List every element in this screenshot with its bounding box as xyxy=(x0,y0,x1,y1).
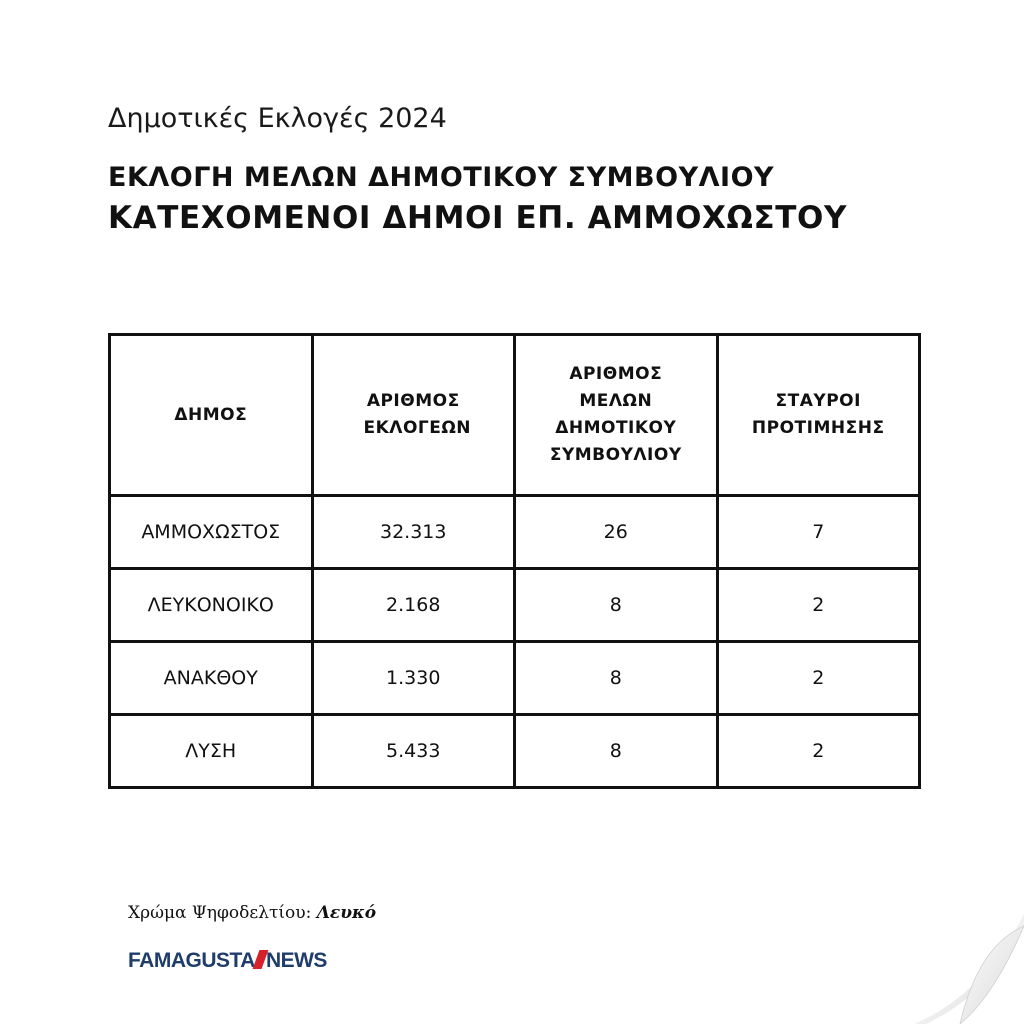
table-row xyxy=(110,496,920,569)
cell-municipality: ΛΥΣΗ xyxy=(110,715,313,788)
cell-preference-votes: 2 xyxy=(717,715,920,788)
cell-voters: 1.330 xyxy=(312,642,515,715)
column-header-voters: ΑΡΙΘΜΟΣ ΕΚΛΟΓΕΩΝ xyxy=(312,335,515,496)
ballot-color-value: Λευκό xyxy=(316,903,377,923)
page-curl-icon xyxy=(874,874,1024,1024)
ballot-color-label: Χρώμα Ψηφοδελτίου: xyxy=(128,903,312,923)
logo-text-news: NEWS xyxy=(265,949,327,972)
cell-preference-votes: 7 xyxy=(717,496,920,569)
cell-preference-votes: 2 xyxy=(717,642,920,715)
page-subtitle: Δημοτικές Εκλογές 2024 xyxy=(108,103,447,134)
cell-municipality: ΑΜΜΟΧΩΣΤΟΣ xyxy=(110,496,313,569)
cell-voters: 32.313 xyxy=(312,496,515,569)
cell-council-members: 8 xyxy=(515,715,718,788)
page-title-line-1: ΕΚΛΟΓΗ ΜΕΛΩΝ ΔΗΜΟΤΙΚΟΥ ΣΥΜΒΟΥΛΙΟΥ xyxy=(108,162,775,193)
ballot-color-note xyxy=(128,903,376,923)
column-header-council-members: ΑΡΙΘΜΟΣ ΜΕΛΩΝ ΔΗΜΟΤΙΚΟΥ ΣΥΜΒΟΥΛΙΟΥ xyxy=(515,335,718,496)
logo-text-famagusta: FAMAGUSTA xyxy=(128,949,255,972)
cell-municipality: ΑΝΑΚΘΟΥ xyxy=(110,642,313,715)
table-row xyxy=(110,642,920,715)
cell-preference-votes: 2 xyxy=(717,569,920,642)
results-table xyxy=(108,333,921,789)
table-header-row xyxy=(110,335,920,496)
famagusta-news-logo xyxy=(128,949,327,973)
page-title-line-2: ΚΑΤΕΧΟΜΕΝΟΙ ΔΗΜΟΙ ΕΠ. ΑΜΜΟΧΩΣΤΟΥ xyxy=(108,200,848,236)
table-row xyxy=(110,715,920,788)
cell-voters: 2.168 xyxy=(312,569,515,642)
cell-council-members: 8 xyxy=(515,642,718,715)
cell-council-members: 26 xyxy=(515,496,718,569)
cell-council-members: 8 xyxy=(515,569,718,642)
table-row xyxy=(110,569,920,642)
column-header-preference-votes: ΣΤΑΥΡΟΙ ΠΡΟΤΙΜΗΣΗΣ xyxy=(717,335,920,496)
cell-municipality: ΛΕΥΚΟΝΟΙΚΟ xyxy=(110,569,313,642)
cell-voters: 5.433 xyxy=(312,715,515,788)
column-header-municipality: ΔΗΜΟΣ xyxy=(110,335,313,496)
